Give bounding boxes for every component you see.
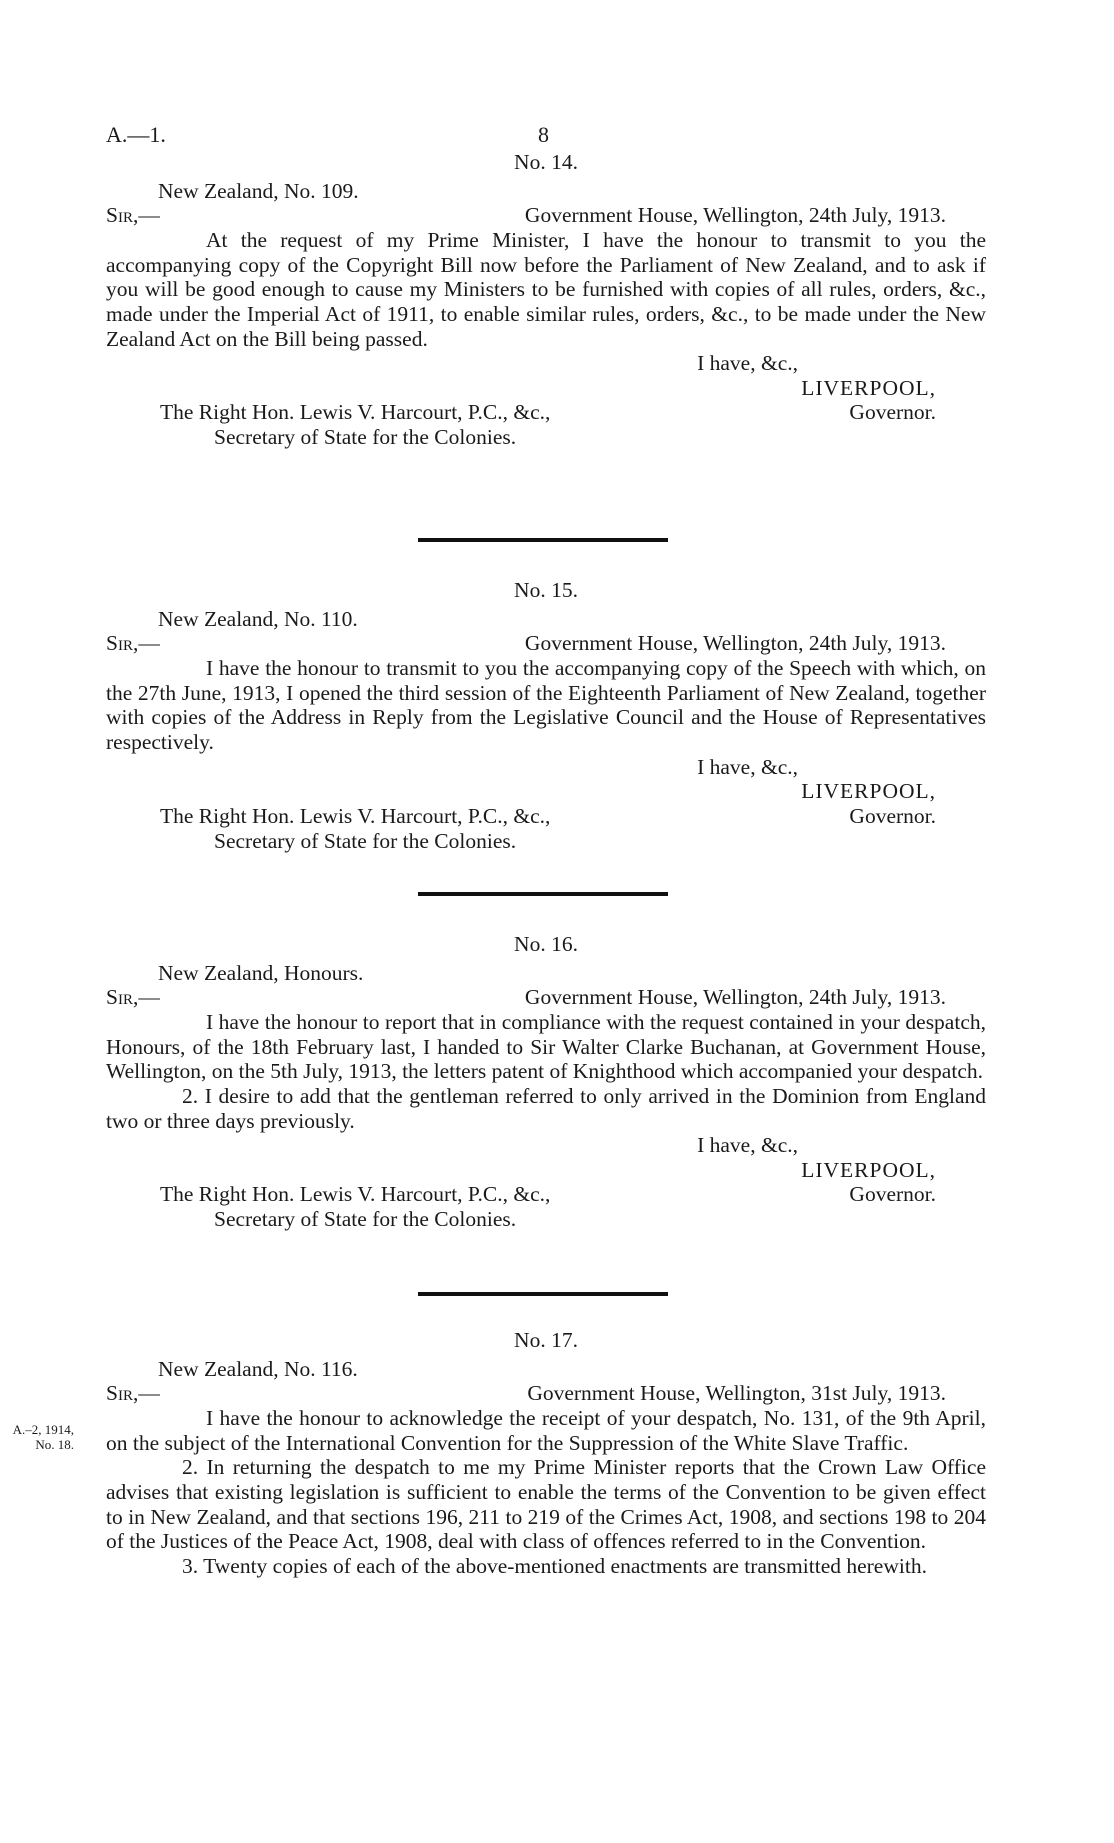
salutation-line: [106, 203, 986, 228]
place-date: Government House, Wellington, 24th July, 1913.: [524, 203, 946, 228]
addressee: The Right Hon. Lewis V. Harcourt, P.C., &c.,: [160, 400, 551, 425]
address-line: [106, 804, 986, 829]
place-date: Government House, Wellington, 24th July, 1913.: [524, 985, 946, 1010]
salutation-line: [106, 1381, 986, 1406]
addressee-title: Secretary of State for the Colonies.: [214, 1207, 517, 1232]
paragraph: 2. In returning the despatch to me my Prime Minister reports that the Crown Law Office advises that existing legislation is sufficient to enable the terms of the Convention to be given effect to in New Zealand, and that sections 196, 211 to 219 of the Crimes Act, 1908, and sections 198 to 204 of the Justices of the Peace Act, 1908, deal with class of offences referred to in the Convention.: [106, 1455, 986, 1554]
salutation: Sir,—: [106, 1381, 160, 1406]
governor-title: Governor.: [849, 1182, 936, 1207]
address-line: [106, 400, 986, 425]
dispatch-origin: New Zealand, Honours.: [158, 960, 364, 985]
governor-title: Governor.: [849, 400, 936, 425]
addressee: The Right Hon. Lewis V. Harcourt, P.C., &c.,: [160, 803, 551, 828]
closing: I have, &c.,: [697, 754, 798, 779]
salutation-line: [106, 631, 986, 656]
address-line: [106, 1182, 986, 1207]
signature: LIVERPOOL,: [801, 375, 936, 400]
salutation: Sir,—: [106, 985, 160, 1010]
margin-note-ref: A.–2, 1914,: [12, 1422, 74, 1437]
margin-note-number: No. 18.: [35, 1437, 74, 1452]
page-header: [0, 122, 1114, 152]
dispatch-origin: New Zealand, No. 116.: [158, 1356, 358, 1381]
paragraph: 2. I desire to add that the gentleman referred to only arrived in the Dominion from England two or three days previously.: [106, 1083, 986, 1133]
paragraph: I have the honour to acknowledge the receipt of your despatch, No. 131, of the 9th April, on the subject of the International Convention for the Suppression of the White Slave Traffic.: [106, 1406, 986, 1455]
place-date: Government House, Wellington, 31st July, 1913.: [527, 1381, 946, 1406]
dispatch-16: [106, 932, 986, 1232]
closing: I have, &c.,: [697, 1133, 798, 1158]
salutation: Sir,—: [106, 203, 160, 228]
page-number: 8: [538, 122, 549, 147]
addressee-title: Secretary of State for the Colonies.: [214, 425, 517, 450]
dispatch-number: No. 15.: [514, 578, 578, 602]
dispatch-14: [106, 150, 986, 450]
place-date: Government House, Wellington, 24th July, 1913.: [524, 631, 946, 656]
paragraph: I have the honour to report that in compliance with the request contained in your despatch, Honours, of the 18th February last, I handed to Sir Walter Clarke Buchanan, at Government House, Wellington, on the 5th July, 1913, the letters patent of Knighthood which accompanied your despatch.: [106, 1010, 986, 1084]
dispatch-15: [106, 578, 986, 853]
dispatch-number: No. 16.: [514, 932, 578, 956]
section-divider: [418, 1292, 668, 1296]
margin-note: [2, 1422, 74, 1452]
addressee: The Right Hon. Lewis V. Harcourt, P.C., &c.,: [160, 1182, 551, 1207]
dispatch-17: [106, 1328, 986, 1578]
section-divider: [418, 892, 668, 896]
paragraph: At the request of my Prime Minister, I have the honour to transmit to you the accompanying copy of the Copyright Bill now before the Parliament of New Zealand, and to ask if you will be good enough to cause my Ministers to be furnished with copies of all rules, orders, &c., made under the Imperial Act of 1911, to enable similar rules, orders, &c., to be made under the New Zealand Act on the Bill being passed.: [106, 228, 986, 351]
dispatch-number: No. 14.: [514, 150, 578, 174]
salutation: Sir,—: [106, 631, 160, 656]
salutation-line: [106, 985, 986, 1010]
dispatch-number: No. 17.: [514, 1328, 578, 1352]
dispatch-origin: New Zealand, No. 110.: [158, 606, 358, 631]
section-divider: [418, 538, 668, 542]
governor-title: Governor.: [849, 803, 936, 828]
closing: I have, &c.,: [697, 351, 798, 376]
paragraph: I have the honour to transmit to you the accompanying copy of the Speech with which, on the 27th June, 1913, I opened the third session of the Eighteenth Parliament of New Zealand, together with copies of the Address in Reply from the Legislative Council and the House of Representatives respectively.: [106, 656, 986, 754]
signature: LIVERPOOL,: [801, 1157, 936, 1182]
paragraph: 3. Twenty copies of each of the above-mentioned enactments are transmitted herewith.: [182, 1553, 927, 1578]
dispatch-origin: New Zealand, No. 109.: [158, 178, 359, 203]
addressee-title: Secretary of State for the Colonies.: [214, 828, 517, 853]
document-reference: A.—1.: [106, 122, 166, 147]
signature: LIVERPOOL,: [801, 779, 936, 804]
